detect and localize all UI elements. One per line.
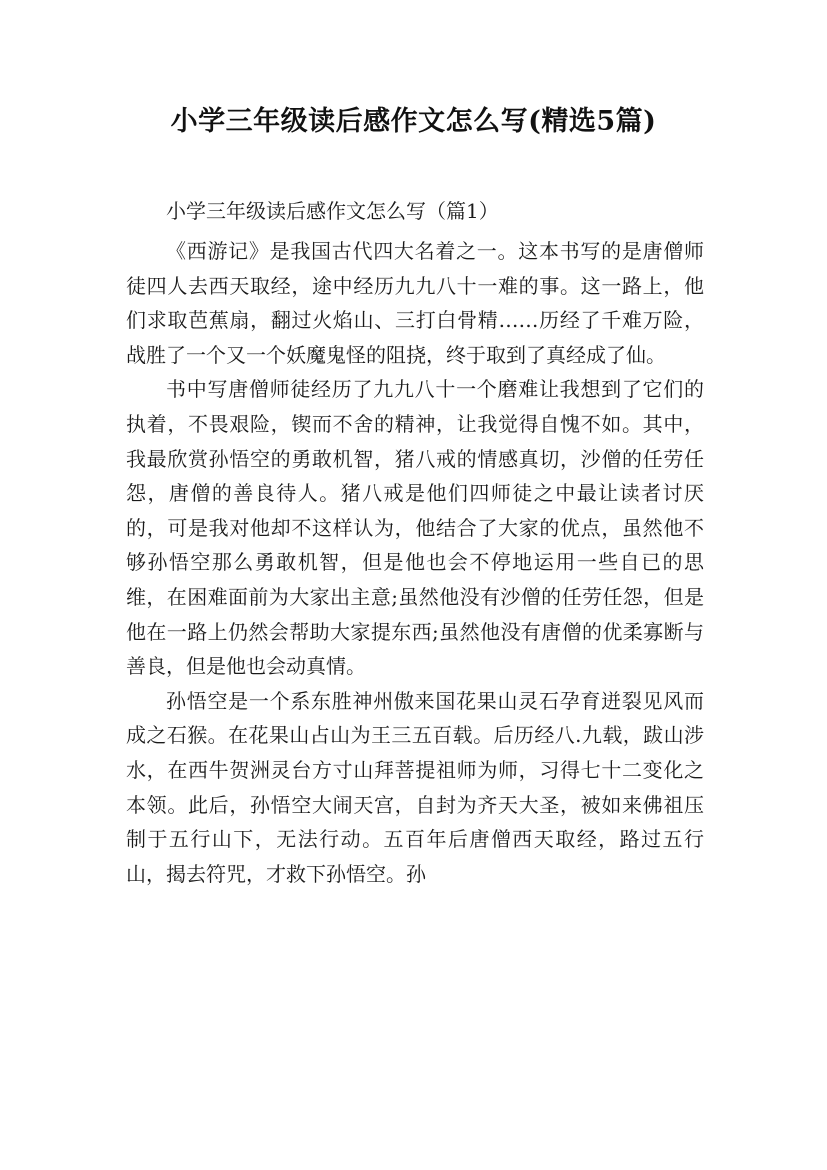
paragraph-1: 《西游记》是我国古代四大名着之一。这本书写的是唐僧师徒四人去西天取经，途中经历九九八十一难的事。这一路上，他们求取芭蕉扇，翻过火焰山、三打白骨精……历经了千难万险，战胜了一个又一个妖魔鬼怪的阻挠，终于取到了真经成了仙。 (126, 239, 704, 367)
section-heading: 小学三年级读后感作文怎么写（篇1） (166, 199, 499, 223)
paragraph-2: 书中写唐僧师徒经历了九九八十一个磨难让我想到了它们的执着，不畏艰险，锲而不舍的精神，让我觉得自愧不如。其中，我最欣赏孙悟空的勇敢机智，猪八戒的情感真切，沙僧的任劳任怨，唐僧的善良待人。猪八戒是他们四师徒之中最让读者讨厌的，可是我对他却不这样认为，他结合了大家的优点，虽然他不够孙悟空那么勇敢机智，但是他也会不停地运用一些自已的思维，在困难面前为大家出主意;虽然他没有沙僧的任劳任怨，但是他在一路上仍然会帮助大家提东西;虽然他没有唐僧的优柔寡断与善良，但是他也会动真情。 (126, 377, 704, 679)
paragraph-3: 孙悟空是一个系东胜神州傲来国花果山灵石孕育迸裂见风而成之石猴。在花果山占山为王三五百载。后历经八.九载，跋山涉水，在西牛贺洲灵台方寸山拜菩提祖师为师，习得七十二变化之本领。此后，孙悟空大闹天宫，自封为齐天大圣，被如来佛祖压制于五行山下，无法行动。五百年后唐僧西天取经，路过五行山，揭去符咒，才救下孙悟空。孙 (126, 688, 704, 886)
document-body (126, 234, 704, 891)
document-title: 小学三年级读后感作文怎么写(精选5篇) (170, 106, 657, 137)
